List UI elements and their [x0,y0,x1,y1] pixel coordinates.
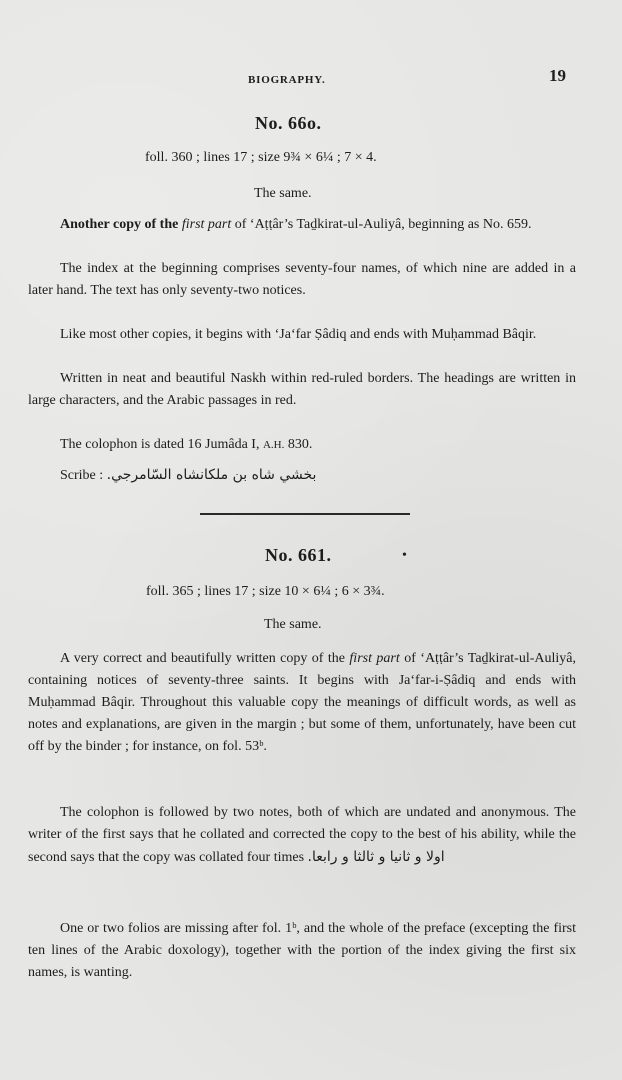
paragraph-661-1 [28,648,576,758]
entry-title-660: No. 66o. [255,113,322,133]
page-header [0,64,622,94]
q1-rest: of ‘Aṭṭâr’s Taḏkirat-ul-Auliyâ, containing notices of seventy-three saints. It begins with Ja‘far-i-Ṣâdiq and ends with Muḥammad Bâqir. Throughout this valuable copy the meanings of difficult words, as well as notes and explanations, are given in the margin ; but some of them, unfortunately, have been cut off by the binder ; for instance, on fol. 53ᵇ. [28,651,577,754]
q1-italic: first part [349,651,400,666]
q2-lead: The colophon is followed by two notes, both of which are undated and anonymous. The writer of the first says that he collated and corrected the copy to the best of his ability, while the second says that the copy was collated four times [28,805,576,865]
p1-lead: Another copy of the [60,217,182,232]
section-divider [200,513,410,515]
stray-dot: • [402,548,407,563]
p5-rest: 830. [284,437,313,452]
p1-rest: of ‘Aṭṭâr’s Taḏkirat-ul-Auliyâ, beginning as No. 659. [231,217,532,232]
p5-era: A.H. [262,439,285,451]
paragraph-660-scribe [28,464,576,487]
paragraph-660-4: Written in neat and beautiful Naskh within red-ruled borders. The headings are written in large characters, and the Arabic passages in red. [28,371,576,408]
p5-lead: The colophon is dated 16 Jumâda I, [60,437,263,452]
scribe-label: Scribe : [60,468,104,483]
entry-meta-660: foll. 360 ; lines 17 ; size 9¾ × 6¼ ; 7 × 4. [145,150,377,165]
page-number: 19 [549,66,566,85]
entry-same-661: The same. [264,617,322,632]
entry-same-660: The same. [254,186,312,201]
paragraph-661-3: One or two folios are missing after fol. 1ᵇ, and the whole of the preface (excepting the first ten lines of the Arabic doxology), together with the portion of the index giving the first six names, is wanting. [28,921,576,980]
p1-italic: first part [181,217,232,232]
paragraph-660-3: Like most other copies, it begins with ‘Ja‘far Ṣâdiq and ends with Muḥammad Bâqir. [60,327,537,342]
entry-title-661: No. 661. [265,545,332,565]
q2-arabic: اولا و ثانيا و ثالثا و رابعا. [307,849,445,865]
paragraph-660-5 [28,434,576,456]
q1-lead: A very correct and beautifully written copy of the [60,651,350,666]
paragraph-660-1 [28,214,576,236]
paragraph-660-2: The index at the beginning comprises seventy-four names, of which nine are added in a later hand. The text has only seventy-two notices. [28,261,576,298]
entry-meta-661: foll. 365 ; lines 17 ; size 10 × 6¼ ; 6 × 3¾. [146,584,385,599]
paragraph-661-2 [28,802,576,869]
scribe-arabic: بخشي شاه بن ملكانشاه السّامرجي. [106,467,317,483]
running-head: BIOGRAPHY. [248,74,326,86]
